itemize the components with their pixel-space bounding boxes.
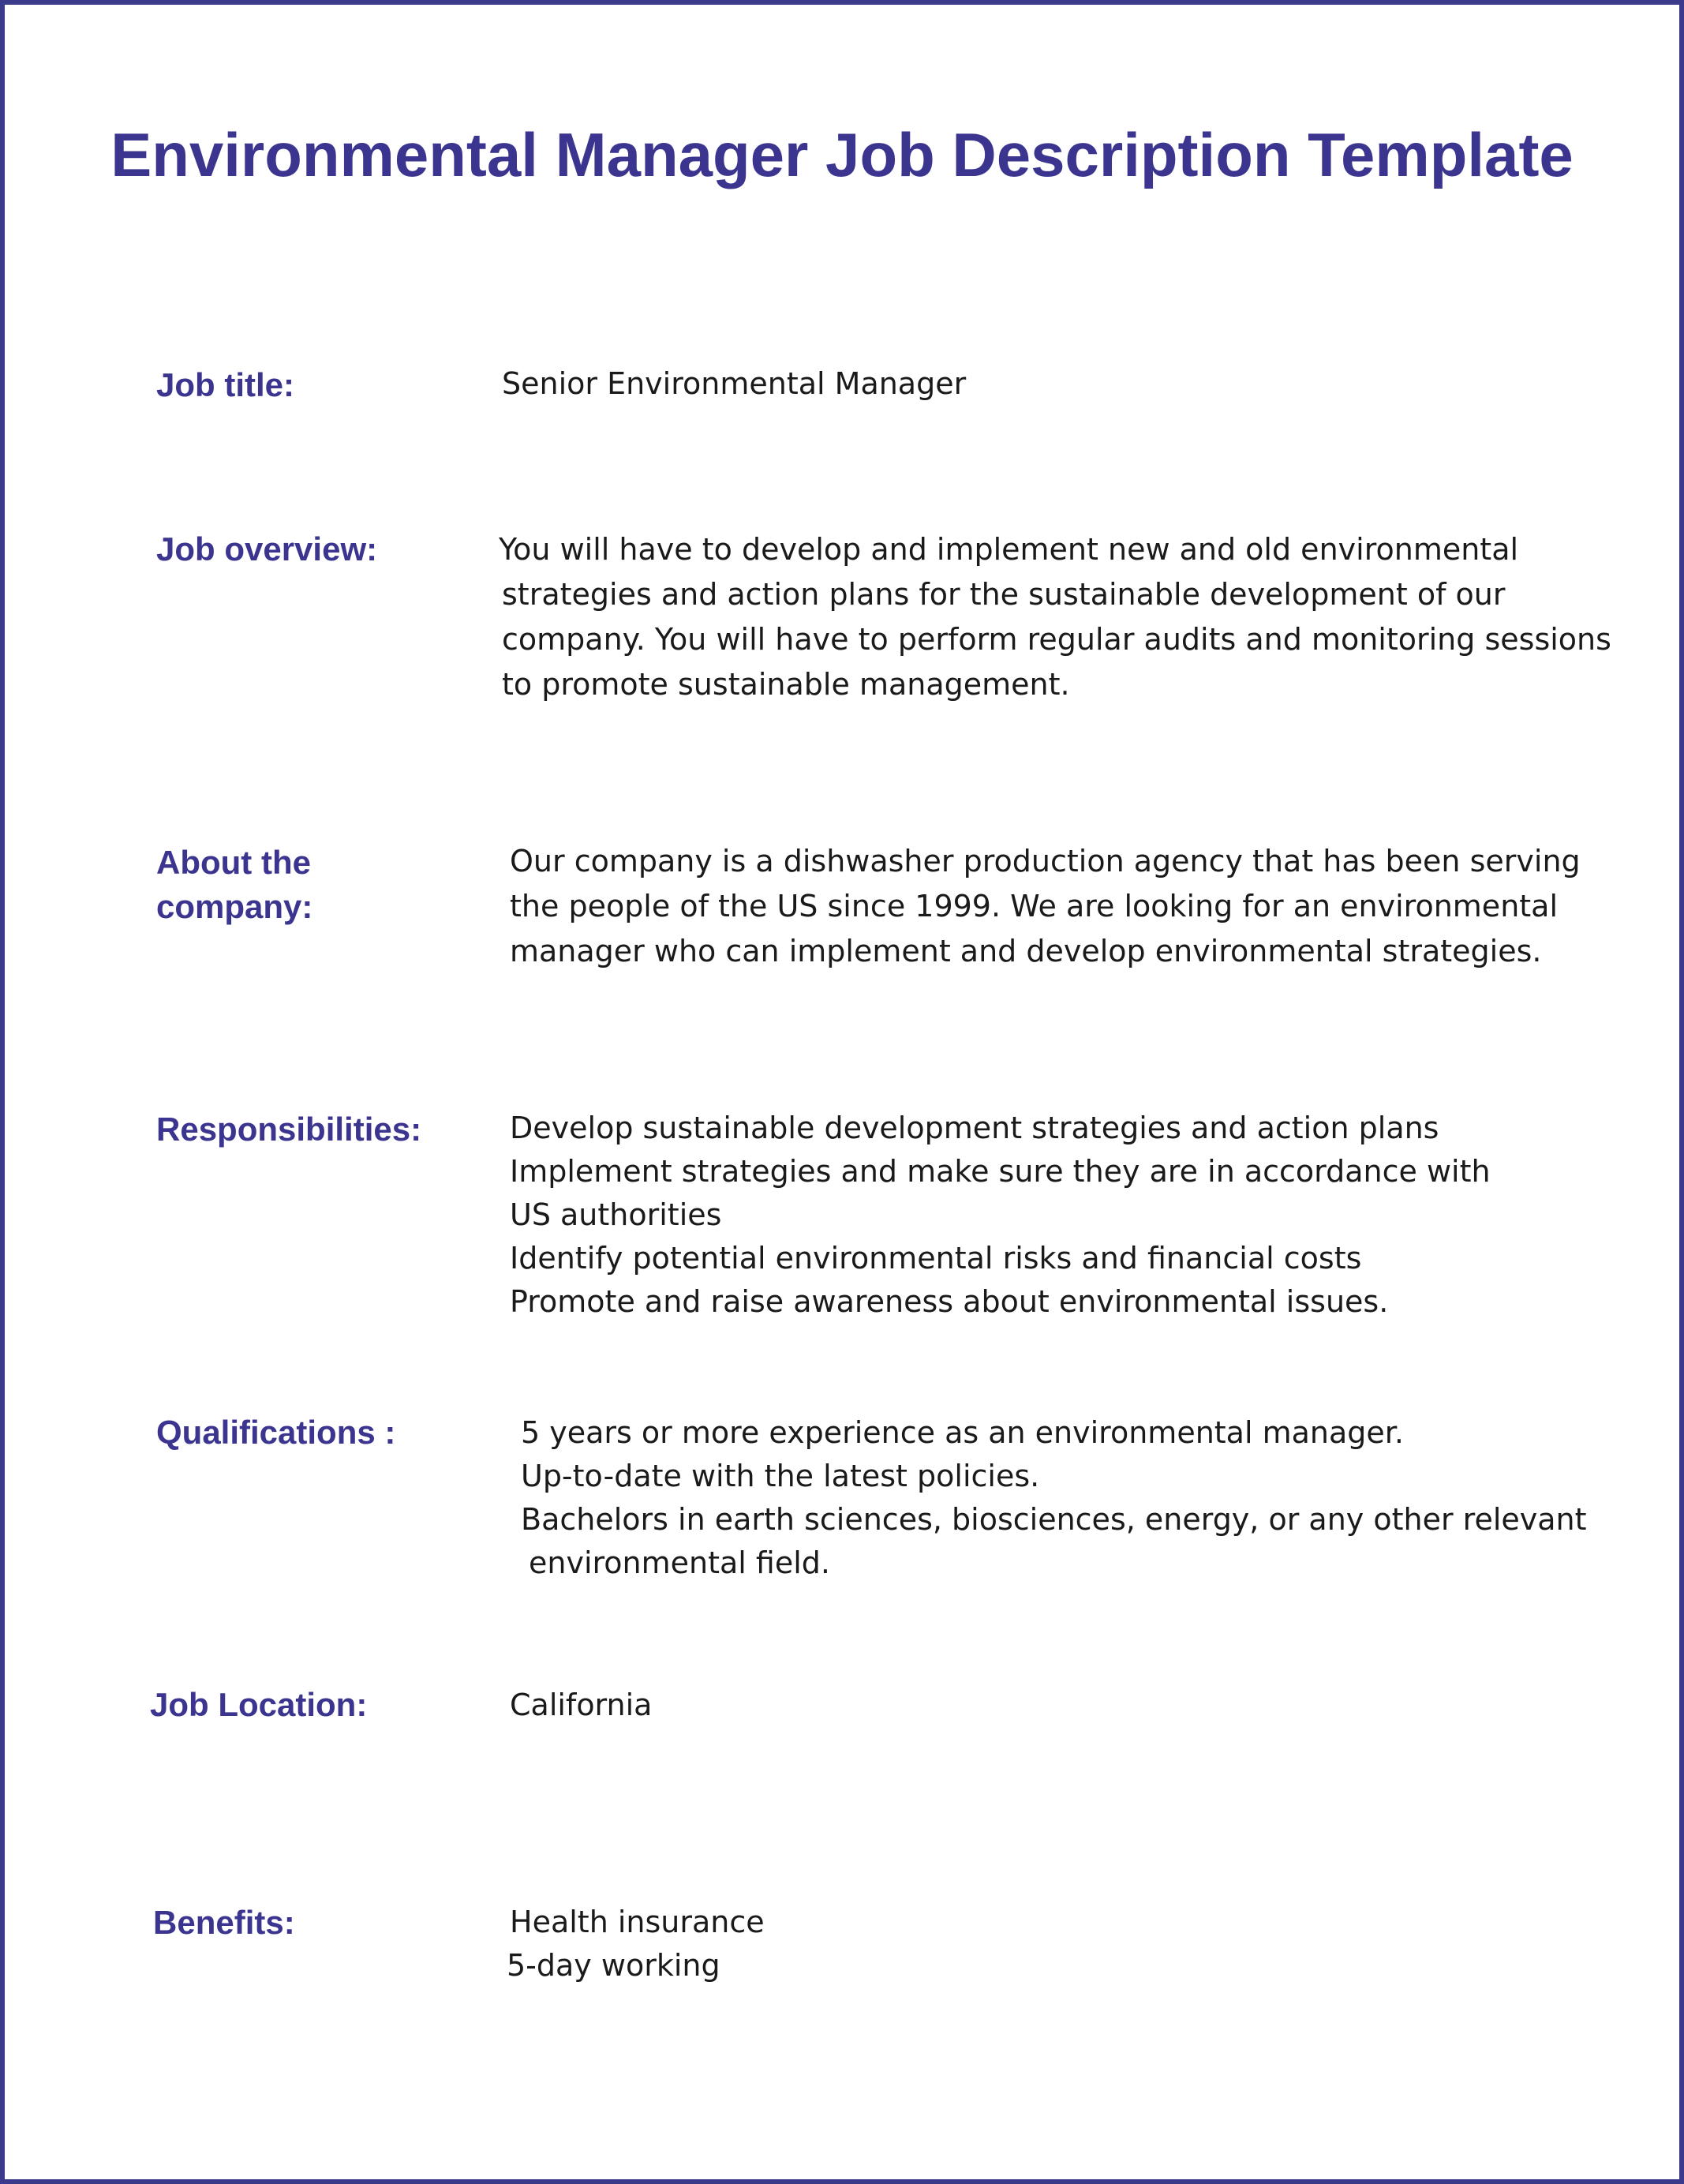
responsibility-item: Develop sustainable development strategies and action plans	[510, 1111, 1439, 1145]
about-company-line: Our company is a dishwasher production agency that has been serving	[510, 844, 1581, 878]
job-overview-line: company. You will have to perform regular audits and monitoring sessions	[502, 622, 1611, 657]
page-title: Environmental Manager Job Description Template	[110, 120, 1574, 189]
qualification-item: environmental field.	[529, 1545, 831, 1580]
about-company-label-line: About the	[156, 844, 311, 881]
responsibility-item: Identify potential environmental risks and financial costs	[510, 1241, 1362, 1276]
job-title-value	[502, 362, 966, 406]
about-company-text	[510, 839, 1581, 974]
benefits-list	[507, 1901, 765, 1987]
about-company-line: manager who can implement and develop environmental strategies.	[510, 934, 1542, 968]
job-overview-line: You will have to develop and implement new and old environmental	[499, 532, 1519, 567]
responsibilities-list	[510, 1107, 1491, 1324]
qualifications-label: Qualifications :	[156, 1414, 396, 1451]
job-overview-label: Job overview:	[156, 530, 378, 568]
qualification-item: Up-to-date with the latest policies.	[521, 1459, 1040, 1493]
job-overview-text	[499, 527, 1611, 707]
qualifications-list	[521, 1411, 1587, 1585]
about-company-label-line: company:	[156, 888, 313, 925]
responsibility-item: US authorities	[510, 1197, 722, 1232]
qualification-item: Bachelors in earth sciences, biosciences, energy, or any other relevant	[521, 1502, 1587, 1537]
job-title-label: Job title:	[156, 366, 294, 403]
benefit-item: 5-day working	[507, 1948, 720, 1983]
job-title-text: Senior Environmental Manager	[502, 366, 967, 401]
about-company-label	[156, 841, 312, 928]
benefits-label: Benefits:	[153, 1904, 295, 1941]
about-company-line: the people of the US since 1999. We are looking for an environmental	[510, 889, 1559, 923]
benefit-item: Health insurance	[510, 1905, 765, 1939]
responsibilities-label: Responsibilities:	[156, 1111, 422, 1148]
job-overview-line: to promote sustainable management.	[502, 667, 1070, 702]
job-location-label: Job Location:	[150, 1686, 368, 1723]
job-location-value	[510, 1683, 652, 1728]
responsibility-item: Promote and raise awareness about environmental issues.	[510, 1284, 1389, 1319]
responsibility-item: Implement strategies and make sure they are in accordance with	[510, 1154, 1491, 1189]
qualification-item: 5 years or more experience as an environmental manager.	[521, 1415, 1404, 1450]
job-location-text: California	[510, 1688, 653, 1722]
job-overview-line: strategies and action plans for the sustainable development of our	[502, 577, 1506, 612]
